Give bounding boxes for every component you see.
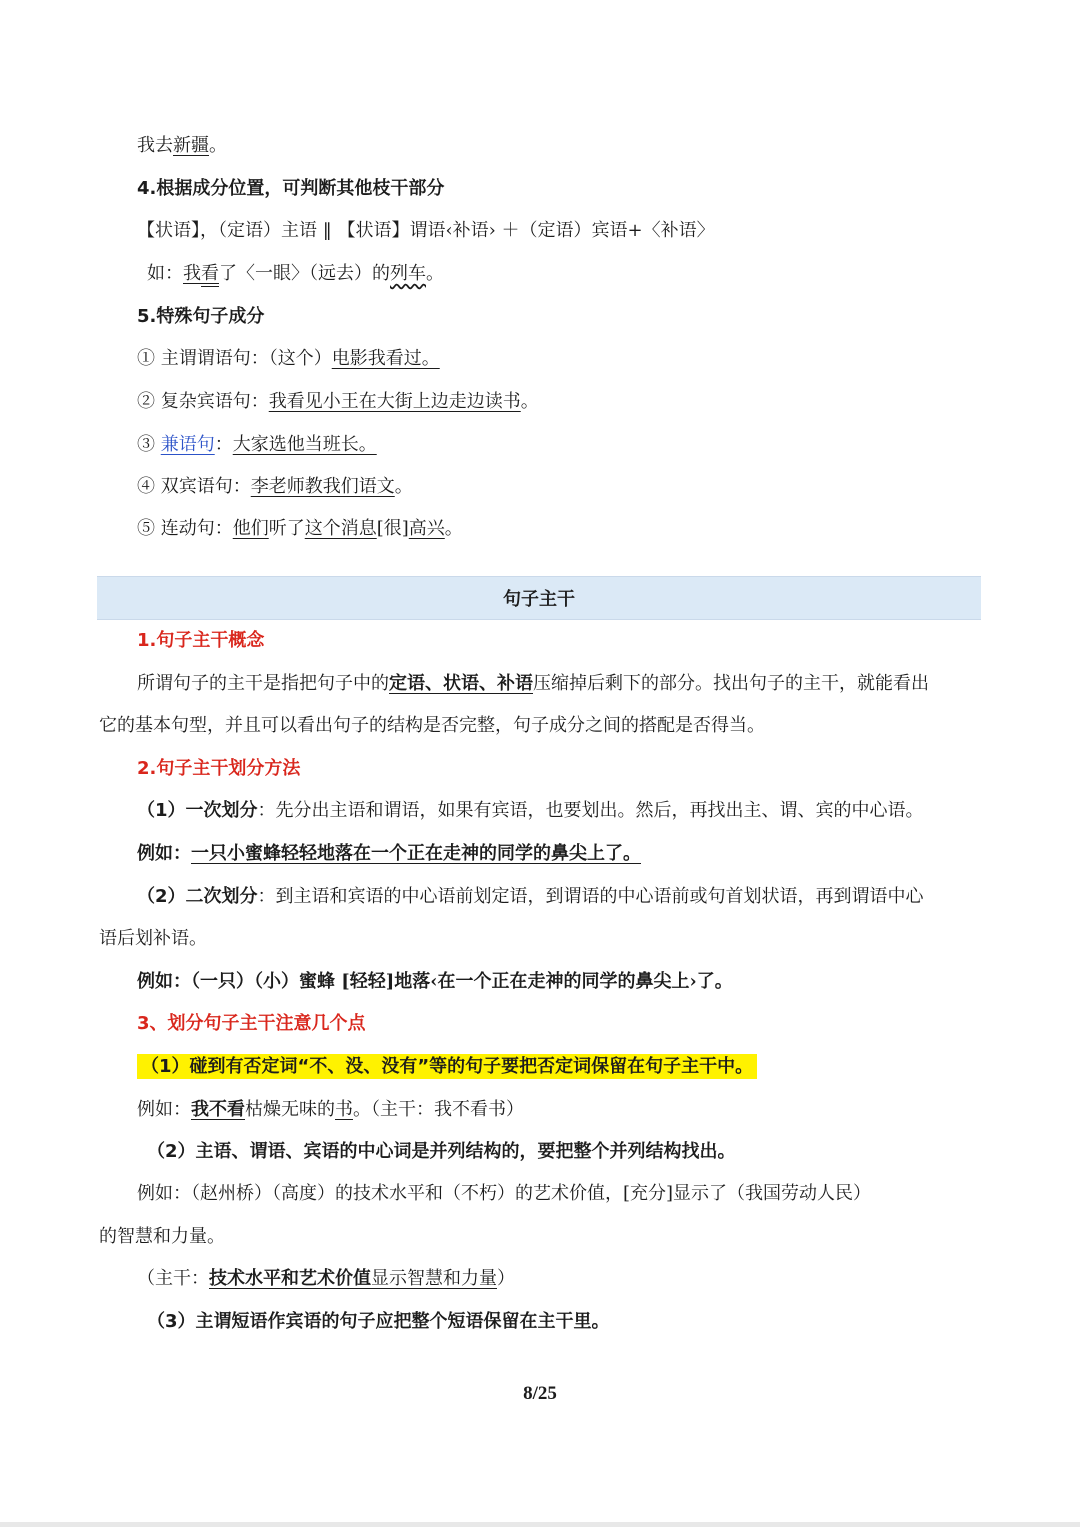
s2-method-1 [137,798,924,824]
text: 。 [394,476,413,497]
s3-note-2-main [137,1266,515,1292]
example-part: 书 [335,1099,353,1120]
s2-method-2-cont: 语后划补语。 [99,928,207,949]
example-part: 他们 [232,518,269,539]
item-label: ⑤ 连动句： [137,518,233,539]
text: ： [214,434,233,455]
s3-note-2: （2）主语、谓语、宾语的中心词是并列结构的，要把整个并列结构找出。 [147,1141,736,1162]
component-formula: 【状语】，（定语）主语 ‖ 【状语】谓语‹补语› ＋（定语）宾语+〈补语〉 [137,220,715,241]
object: 列车 [390,263,426,284]
s2-example-1 [137,841,641,867]
text: （这个） [268,348,332,369]
text: （主干： [137,1268,209,1289]
highlighted-note: （1）碰到有否定词“不、没、没有”等的句子要把否定词保留在句子主干中。 [137,1054,757,1079]
special-item-2 [137,389,539,415]
text: 显示智慧和力量 [371,1268,497,1289]
text: 所谓句子的主干是指把句子中的 [137,673,389,694]
s2-heading: 2.句子主干划分方法 [137,758,301,779]
emphasis: 定语、状语、补语 [389,673,533,694]
section-title: 句子主干 [503,589,575,610]
text: 压缩掉后剩下的部分。找出句子的主干，就能看出 [533,673,929,694]
text: [很] [376,518,409,539]
emphasis: 技术水平和艺术价值 [209,1268,371,1289]
jianyu-link[interactable]: 兼语句 [160,434,215,455]
text: 。 [520,391,539,412]
text: ：到主语和宾语的中心语前划定语，到谓语的中心语前或句首划状语，再到谓语中心 [257,886,924,907]
example: 我看见小王在大街上边走边读书 [268,391,521,412]
text: 枯燥无味的 [245,1099,335,1120]
s3-note-2-example-cont: 的智慧和力量。 [99,1226,225,1247]
example-label: 例如： [137,971,191,992]
example-part: 我不看 [191,1099,245,1120]
text: 如： [147,263,183,284]
special-item-1 [137,346,440,372]
page-bottom-edge [0,1522,1080,1527]
text: 我去 [137,135,173,156]
method-label: （2）二次划分 [137,886,258,907]
special-item-4 [137,474,413,500]
subject: 我 [183,263,201,284]
text: ） [497,1268,515,1289]
formula-example [147,261,444,287]
text: 。 [209,135,227,156]
s3-note-1 [137,1054,757,1080]
s2-method-2 [137,884,924,910]
heading-4: 4.根据成分位置，可判断其他枝干部分 [137,178,445,199]
example-text: 一只小蜜蜂轻轻地落在一个正在走神的同学的鼻尖上了。 [191,843,641,864]
s1-heading: 1.句子主干概念 [137,630,265,651]
method-label: （1）一次划分 [137,800,258,821]
example-text: （一只）（小）蜜蜂 [轻轻]地落‹在一个正在走神的同学的鼻尖上›了。 [191,971,733,992]
s3-heading: 3、划分句子主干注意几个点 [137,1013,366,1034]
text: 听了 [268,518,305,539]
text: 。（主干：我不看书） [353,1099,524,1120]
example: 大家选他当班长。 [232,434,377,455]
s3-note-3: （3）主谓短语作宾语的句子应把整个短语保留在主干里。 [147,1311,610,1332]
example: 电影我看过。 [331,348,440,369]
example-part: 这个消息 [304,518,377,539]
underlined-word: 新疆 [173,135,209,156]
page-number: 8/25 [523,1383,557,1404]
s3-note-2-example: 例如：（赵州桥）（高度）的技术水平和（不朽）的艺术价值，[充分]显示了（我国劳动人民） [137,1183,872,1204]
text: 了〈一眼〉（远去）的 [219,263,390,284]
item-label: ③ [137,434,161,455]
item-label: ① 主谓谓语句： [137,348,269,369]
example-label: 例如： [137,1099,191,1120]
text: 。 [444,518,463,539]
continued-text-line [137,133,227,159]
special-item-5 [137,516,463,542]
item-label: ④ 双宾语句： [137,476,251,497]
special-item-3 [137,432,377,458]
item-label: ② 复杂宾语句： [137,391,269,412]
s1-paragraph-line-2: 它的基本句型，并且可以看出句子的结构是否完整，句子成分之间的搭配是否得当。 [99,715,765,736]
predicate: 看 [201,263,219,284]
s3-note-1-example [137,1097,524,1123]
text: ：先分出主语和谓语，如果有宾语，也要划出。然后，再找出主、谓、宾的中心语。 [257,800,924,821]
text: 。 [426,263,444,284]
example-part: 高兴 [408,518,445,539]
section-banner [97,576,981,620]
s2-example-2 [137,969,733,995]
example: 李老师教我们语文 [250,476,395,497]
example-label: 例如： [137,843,191,864]
heading-5: 5.特殊句子成分 [137,306,265,327]
s1-paragraph-line-1 [137,671,929,697]
